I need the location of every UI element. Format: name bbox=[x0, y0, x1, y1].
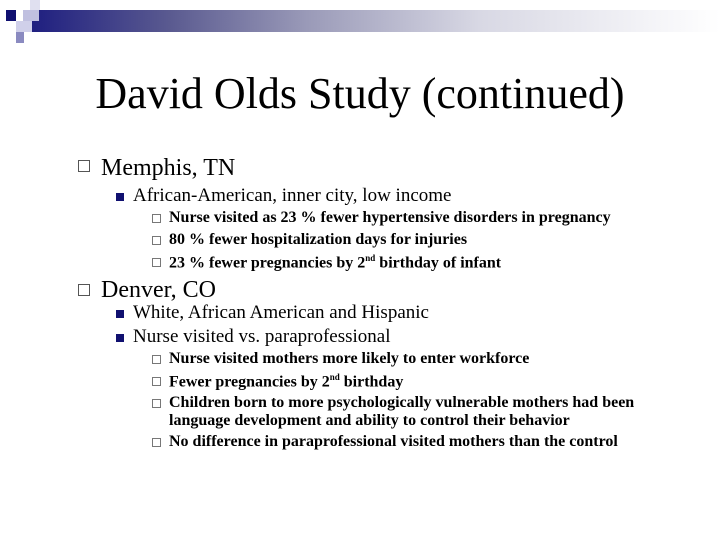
small-square-bullet-icon bbox=[152, 377, 161, 386]
detail-item: Fewer pregnancies by 2nd birthday bbox=[169, 372, 404, 391]
detail-item: 80 % fewer hospitalization days for injuries bbox=[169, 231, 468, 248]
filled-square-bullet-icon bbox=[116, 310, 124, 318]
small-square-bullet-icon bbox=[152, 236, 161, 245]
small-square-bullet-icon bbox=[152, 258, 161, 267]
section-heading: Denver, CO bbox=[101, 277, 217, 303]
detail-item-continuation: language development and ability to control their behavior bbox=[169, 412, 570, 429]
detail-item: Nurse visited as 23 % fewer hypertensive disorders in pregnancy bbox=[169, 209, 611, 226]
bullet-item: White, African American and Hispanic bbox=[133, 302, 429, 323]
slide-title: David Olds Study (continued) bbox=[95, 69, 625, 118]
small-square-bullet-icon bbox=[152, 355, 161, 364]
decor-square bbox=[16, 21, 32, 32]
small-square-bullet-icon bbox=[152, 438, 161, 447]
section-heading: Memphis, TN bbox=[101, 155, 236, 181]
decor-square bbox=[23, 10, 39, 21]
hollow-square-bullet-icon bbox=[78, 284, 90, 296]
filled-square-bullet-icon bbox=[116, 334, 124, 342]
hollow-square-bullet-icon bbox=[78, 160, 90, 172]
detail-item: Nurse visited mothers more likely to enter workforce bbox=[169, 350, 530, 367]
detail-item: Children born to more psychologically vulnerable mothers had been bbox=[169, 394, 635, 411]
bullet-item: Nurse visited vs. paraprofessional bbox=[133, 326, 391, 347]
decor-square bbox=[6, 10, 16, 21]
small-square-bullet-icon bbox=[152, 214, 161, 223]
small-square-bullet-icon bbox=[152, 399, 161, 408]
bullet-item: African-American, inner city, low income bbox=[133, 185, 452, 206]
header-gradient-bar bbox=[32, 10, 720, 32]
detail-item: No difference in paraprofessional visited mothers than the control bbox=[169, 433, 618, 450]
detail-item: 23 % fewer pregnancies by 2nd birthday of infant bbox=[169, 253, 502, 272]
decor-square bbox=[16, 32, 24, 43]
decor-square bbox=[30, 0, 40, 10]
filled-square-bullet-icon bbox=[116, 193, 124, 201]
